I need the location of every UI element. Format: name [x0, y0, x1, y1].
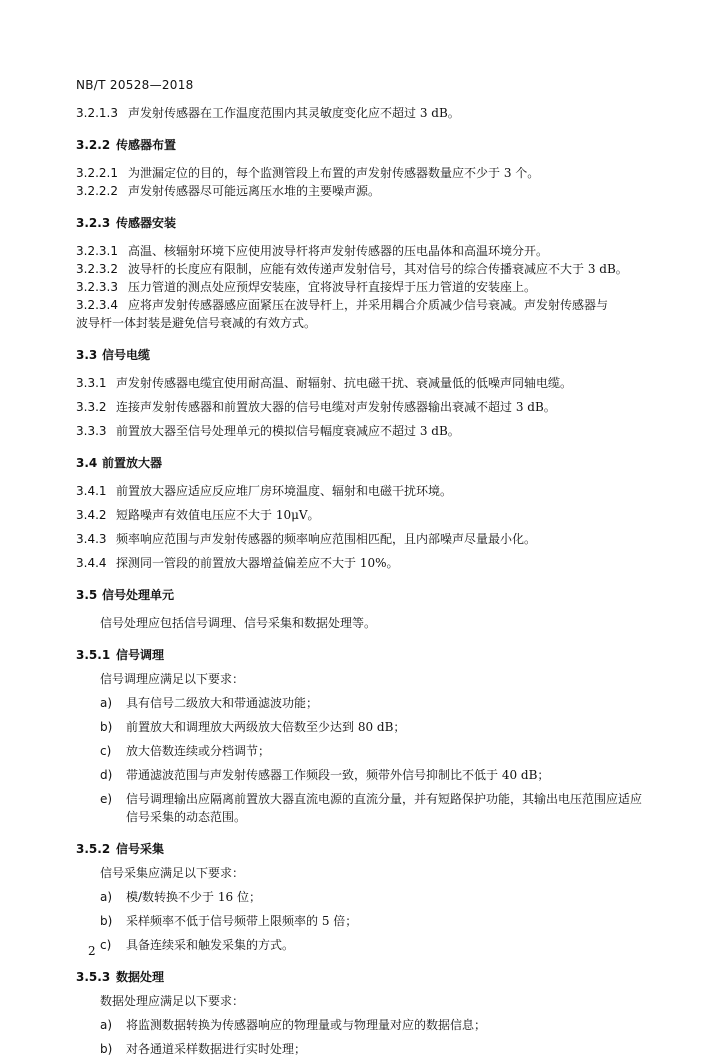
clause-3-5-2-intro: 信号采集应满足以下要求：	[100, 866, 245, 880]
heading-3-4: 3.4 前置放大器	[76, 456, 163, 470]
list-item-marker: e)	[100, 792, 113, 806]
list-item-marker: a)	[100, 1018, 113, 1032]
list-item	[76, 888, 648, 906]
list-3-5-1	[76, 694, 648, 826]
clause-3-2-2-2: 3.2.2.2 声发射传感器尽可能远离压水堆的主要噪声源。	[76, 184, 381, 198]
list-item-text: 前置放大和调理放大两级放大倍数至少达到 80 dB；	[126, 720, 406, 734]
list-item-text: 具备连续采和触发采集的方式。	[126, 938, 295, 952]
list-item-marker: b)	[100, 1042, 113, 1056]
clause-3-5-1-intro: 信号调理应满足以下要求：	[100, 672, 245, 686]
heading-3-5-2: 3.5.2 信号采集	[76, 842, 165, 856]
list-item-text: 模/数转换不少于 16 位；	[126, 890, 261, 904]
list-item-text: 带通滤波范围与声发射传感器工作频段一致，频带外信号抑制比不低于 40 dB；	[126, 768, 550, 782]
document-header: NB/T 20528—2018	[76, 78, 194, 92]
list-item	[76, 912, 648, 930]
clause-3-3-1: 3.3.1 声发射传感器电缆宜使用耐高温、耐辐射、抗电磁干扰、衰减量低的低噪声同轴电缆。	[76, 376, 573, 390]
list-3-5-2	[76, 888, 648, 954]
list-item-text: 信号调理输出应隔离前置放大器直流电源的直流分量，并有短路保护功能，其输出电压范围应适应信号采集的动态范围。	[126, 792, 643, 824]
heading-3-5: 3.5 信号处理单元	[76, 588, 175, 602]
clause-3-2-1-3: 3.2.1.3 声发射传感器在工作温度范围内其灵敏度变化应不超过 3 dB。	[76, 106, 460, 120]
heading-3-5-3: 3.5.3 数据处理	[76, 970, 165, 984]
clause-3-3-3: 3.3.3 前置放大器至信号处理单元的模拟信号幅度衰减应不超过 3 dB。	[76, 424, 460, 438]
heading-3-3: 3.3 信号电缆	[76, 348, 151, 362]
list-item-marker: c)	[100, 938, 112, 952]
list-item	[76, 1016, 648, 1034]
list-item	[76, 790, 648, 826]
clause-3-4-2: 3.4.2 短路噪声有效值电压应不大于 10μV。	[76, 508, 320, 522]
list-item	[76, 936, 648, 954]
clause-3-4-3: 3.4.3 频率响应范围与声发射传感器的频率响应范围相匹配，且内部噪声尽量最小化。	[76, 532, 537, 546]
clause-3-2-3-4: 3.2.3.4 应将声发射传感器感应面紧压在波导杆上，并采用耦合介质减少信号衰减。声发射传感器与	[76, 298, 609, 312]
clause-3-4-1: 3.4.1 前置放大器应适应反应堆厂房环境温度、辐射和电磁干扰环境。	[76, 484, 453, 498]
list-item	[76, 1040, 648, 1058]
list-item-text: 具有信号二级放大和带通滤波功能；	[126, 696, 319, 710]
list-item-text: 将监测数据转换为传感器响应的物理量或与物理量对应的数据信息；	[126, 1018, 487, 1032]
list-3-5-3	[76, 1016, 648, 1058]
clause-3-5-3-intro: 数据处理应满足以下要求：	[100, 994, 245, 1008]
list-item-marker: d)	[100, 768, 113, 782]
clause-3-3-2: 3.3.2 连接声发射传感器和前置放大器的信号电缆对声发射传感器输出衰减不超过 3 dB。	[76, 400, 556, 414]
clause-3-2-2-1: 3.2.2.1 为泄漏定位的目的，每个监测管段上布置的声发射传感器数量应不少于 3 个。	[76, 166, 540, 180]
list-item	[76, 766, 648, 784]
list-item-marker: a)	[100, 696, 113, 710]
clause-3-4-4: 3.4.4 探测同一管段的前置放大器增益偏差应不大于 10%。	[76, 556, 399, 570]
list-item	[76, 694, 648, 712]
clause-3-2-3-4-continued: 波导杆一体封装是避免信号衰减的有效方式。	[76, 316, 317, 330]
list-item-text: 对各通道采样数据进行实时处理；	[126, 1042, 307, 1056]
list-item-text: 采样频率不低于信号频带上限频率的 5 倍；	[126, 914, 358, 928]
clause-3-2-3-3: 3.2.3.3 压力管道的测点处应预焊安装座，宜将波导杆直接焊于压力管道的安装座上。	[76, 280, 537, 294]
list-item-marker: b)	[100, 914, 113, 928]
clause-3-2-3-1: 3.2.3.1 高温、核辐射环境下应使用波导杆将声发射传感器的压电晶体和高温环境分开。	[76, 244, 549, 258]
clause-3-5-text: 信号处理应包括信号调理、信号采集和数据处理等。	[100, 616, 377, 630]
list-item	[76, 742, 648, 760]
document-body	[76, 104, 648, 1058]
heading-3-5-1: 3.5.1 信号调理	[76, 648, 165, 662]
list-item-marker: a)	[100, 890, 113, 904]
list-item-text: 放大倍数连续或分档调节；	[126, 744, 271, 758]
list-item-marker: b)	[100, 720, 113, 734]
clause-3-2-3-2: 3.2.3.2 波导杆的长度应有限制，应能有效传递声发射信号，其对信号的综合传播衰减应不大于 3 dB。	[76, 262, 628, 276]
heading-3-2-2: 3.2.2 传感器布置	[76, 138, 177, 152]
list-item-marker: c)	[100, 744, 112, 758]
page-number: 2	[88, 944, 96, 958]
list-item	[76, 718, 648, 736]
heading-3-2-3: 3.2.3 传感器安装	[76, 216, 177, 230]
